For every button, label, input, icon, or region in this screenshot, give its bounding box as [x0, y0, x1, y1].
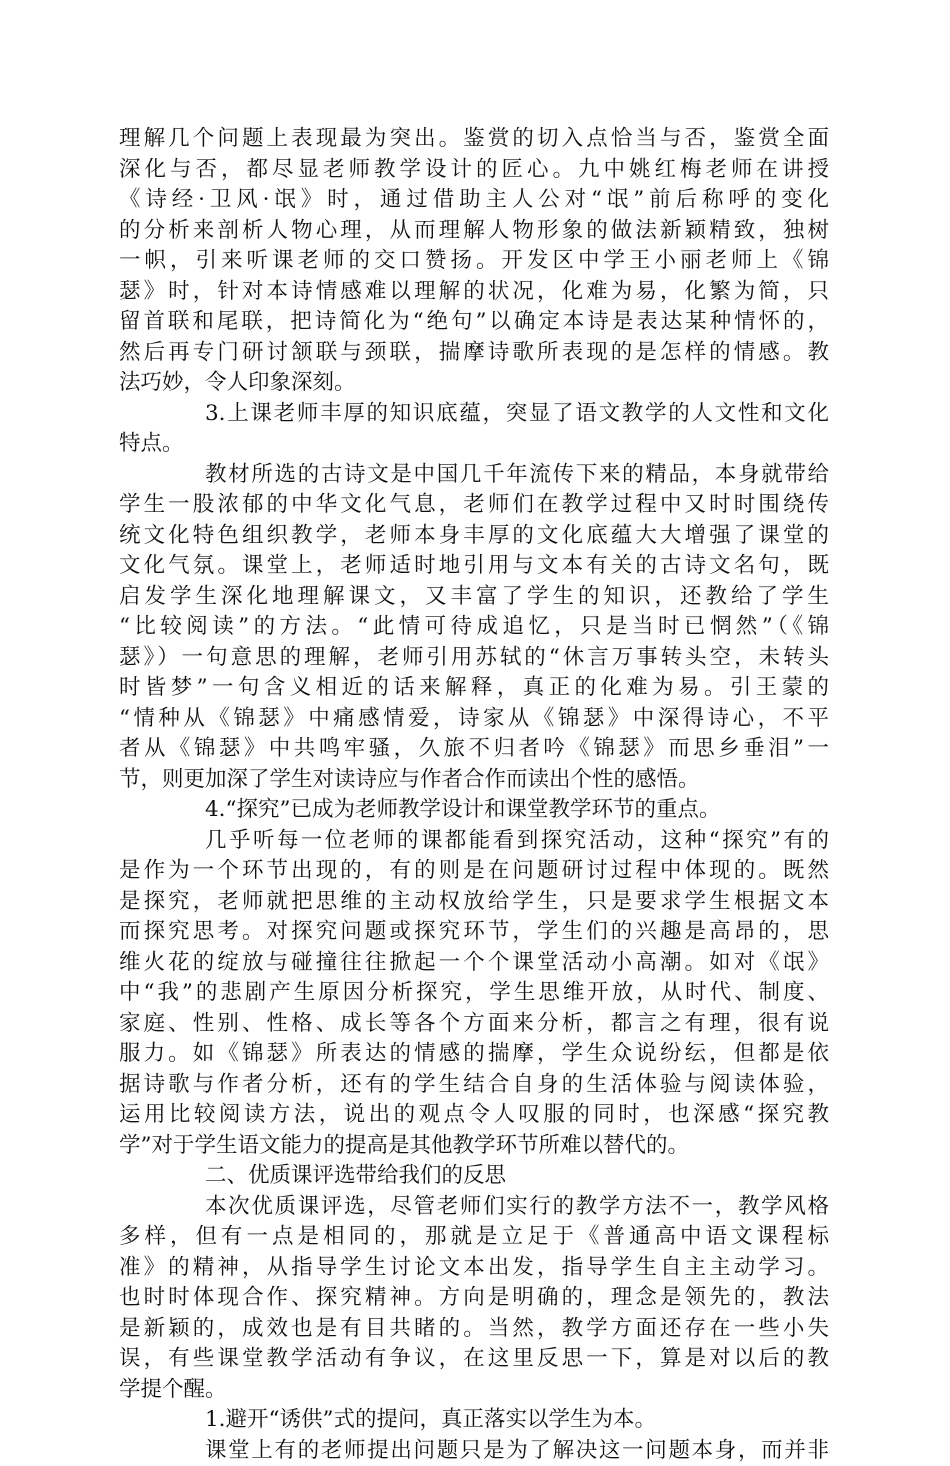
paragraph-start: 本次优质课评选，尽管老师们实行的教学方法不一，教学风格 — [119, 1192, 829, 1223]
text-line: “情种从《锦瑟》中痛感情爱，诗家从《锦瑟》中深得诗心，不平 — [119, 704, 829, 735]
text-line: 据诗歌与作者分析，还有的学生结合自身的生活体验与阅读体验， — [119, 1070, 829, 1101]
body-text — [119, 124, 829, 1466]
text-line: 时皆梦”一句含义相近的话来解释，真正的化难为易。引王蒙的 — [119, 673, 829, 704]
text-line: 维火花的绽放与碰撞往往掀起一个个课堂活动小高潮。如对《氓》 — [119, 948, 829, 979]
text-line: 学”对于学生语文能力的提高是其他教学环节所难以替代的。 — [119, 1131, 829, 1162]
text-line: 者从《锦瑟》中共鸣牢骚，久旅不归者吟《锦瑟》而思乡垂泪”一 — [119, 734, 829, 765]
section-heading: 3.上课老师丰厚的知识底蕴，突显了语文教学的人文性和文化 — [119, 399, 829, 430]
paragraph-start: 课堂上有的老师提出问题只是为了解决这一问题本身，而并非 — [119, 1436, 829, 1466]
text-line: 运用比较阅读方法，说出的观点令人叹服的同时，也深感“探究教 — [119, 1100, 829, 1131]
text-line: 一帜，引来听课老师的交口赞扬。开发区中学王小丽老师上《锦 — [119, 246, 829, 277]
section-heading: 1.避开“诱供”式的提问，真正落实以学生为本。 — [119, 1405, 829, 1436]
text-line: 瑟》）一句意思的理解，老师引用苏轼的“休言万事转头空，未转头 — [119, 643, 829, 674]
text-line: 的分析来剖析人物心理，从而理解人物形象的做法新颖精致，独树 — [119, 216, 829, 247]
section-heading: 二、优质课评选带给我们的反思 — [119, 1161, 829, 1192]
text-line: 中“我”的悲剧产生原因分析探究，学生思维开放，从时代、制度、 — [119, 978, 829, 1009]
text-line: 特点。 — [119, 429, 829, 460]
text-line: 瑟》时，针对本诗情感难以理解的状况，化难为易，化繁为简，只 — [119, 277, 829, 308]
section-heading: 4.“探究”已成为老师教学设计和课堂教学环节的重点。 — [119, 795, 829, 826]
text-line: 误，有些课堂教学活动有争议，在这里反思一下，算是对以后的教 — [119, 1344, 829, 1375]
text-line: 《诗经·卫风·氓》时，通过借助主人公对“氓”前后称呼的变化 — [119, 185, 829, 216]
text-line: 理解几个问题上表现最为突出。鉴赏的切入点恰当与否，鉴赏全面 — [119, 124, 829, 155]
text-line: 是探究，老师就把思维的主动权放给学生，只是要求学生根据文本 — [119, 887, 829, 918]
text-line: 然后再专门研讨颔联与颈联，揣摩诗歌所表现的是怎样的情感。教 — [119, 338, 829, 369]
text-line: 深化与否，都尽显老师教学设计的匠心。九中姚红梅老师在讲授 — [119, 155, 829, 186]
text-line: 是作为一个环节出现的，有的则是在问题研讨过程中体现的。既然 — [119, 856, 829, 887]
text-line: 启发学生深化地理解课文，又丰富了学生的知识，还教给了学生 — [119, 582, 829, 613]
text-line: 学生一股浓郁的中华文化气息，老师们在教学过程中又时时围绕传 — [119, 490, 829, 521]
text-line: 而探究思考。对探究问题或探究环节，学生们的兴趣是高昂的，思 — [119, 917, 829, 948]
paragraph-start: 教材所选的古诗文是中国几千年流传下来的精品，本身就带给 — [119, 460, 829, 491]
text-line: 留首联和尾联，把诗简化为“绝句”以确定本诗是表达某种情怀的， — [119, 307, 829, 338]
text-line: 准》的精神，从指导学生讨论文本出发，指导学生自主主动学习。 — [119, 1253, 829, 1284]
text-line: 多样，但有一点是相同的，那就是立足于《普通高中语文课程标 — [119, 1222, 829, 1253]
text-line: 文化气氛。课堂上，老师适时地引用与文本有关的古诗文名句，既 — [119, 551, 829, 582]
text-line: 家庭、性别、性格、成长等各个方面来分析，都言之有理，很有说 — [119, 1009, 829, 1040]
text-line: 统文化特色组织教学，老师本身丰厚的文化底蕴大大增强了课堂的 — [119, 521, 829, 552]
text-line: 法巧妙，令人印象深刻。 — [119, 368, 829, 399]
text-line: 服力。如《锦瑟》所表达的情感的揣摩，学生众说纷纭，但都是依 — [119, 1039, 829, 1070]
paragraph-start: 几乎听每一位老师的课都能看到探究活动，这种“探究”有的 — [119, 826, 829, 857]
text-line: “比较阅读”的方法。“此情可待成追忆，只是当时已惘然”（《锦 — [119, 612, 829, 643]
text-line: 也时时体现合作、探究精神。方向是明确的，理念是领先的，教法 — [119, 1283, 829, 1314]
text-line: 学提个醒。 — [119, 1375, 829, 1406]
text-line: 是新颖的，成效也是有目共睹的。当然，教学方面还存在一些小失 — [119, 1314, 829, 1345]
text-line: 节，则更加深了学生对读诗应与作者合作而读出个性的感悟。 — [119, 765, 829, 796]
